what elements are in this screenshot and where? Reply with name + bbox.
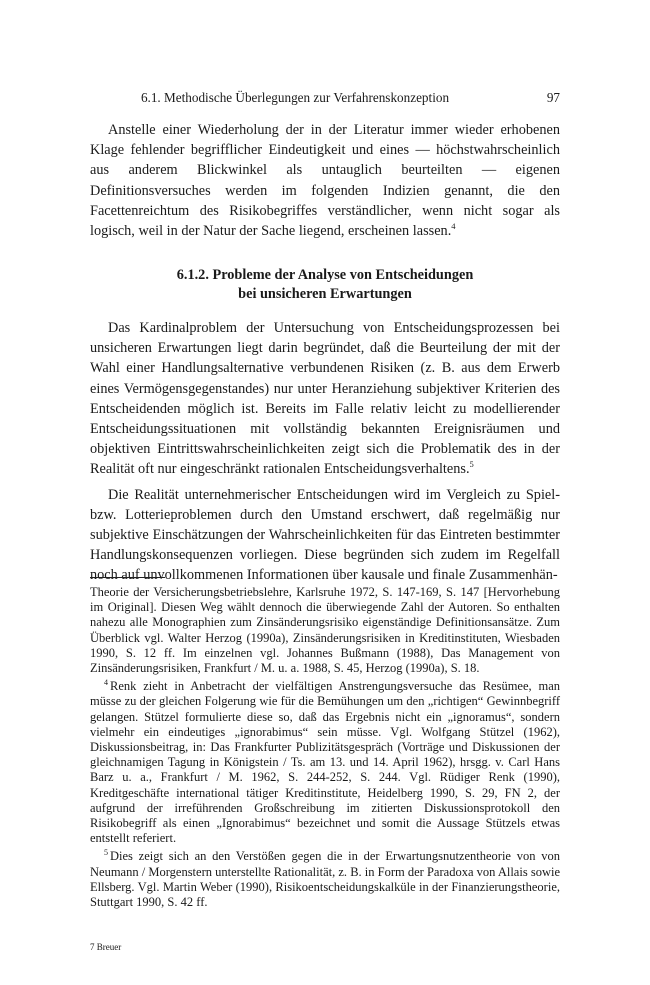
intro-paragraph-text: Anstelle einer Wiederholung der in der Literatur immer wieder erhobenen Klage fehlender begrifflicher Eindeutigkeit und eines — höchstwahrscheinlich aus anderem Blickwinkel als untauglich beurteilten — eigenen Definitionsversuches werden im folgenden Indizien genannt, die den Facettenreichtum des Risikobegriffes verständlicher, wenn nicht sogar als logisch, weil in der Natur der Sache liegend, erscheinen lassen. <box>90 122 560 240</box>
footnote-4-text: Renk zieht in Anbetracht der vielfältigen Anstrengungsversuche das Resümee, man müsse zu der gleichen Folgerung wie für die Bemühungen um den „richtigen“ Gewinnbegriff gelangen. Stützel formulierte diese so, daß das Ergebnis nicht ein „ignoramus“, sondern vielmehr ein eindeutiges „ignorabimus“ sein müsse. Vgl. Wolfgang Stützel (1962), Diskussionsbeitrag, in: Das Frankfurter Publizitätsgespräch (Vorträge und Diskussionen der gleichnamigen Tagung in Königstein / Ts. am 13. und 14. April 1962), hrsgg. v. Carl Hans Barz u. a., Frankfurt / M. 1962, S. 244-252, S. 244. Vgl. Rüdiger Renk (1990), Kreditgeschäfte international tätiger Kreditinstitute, Heidelberg 1990, S. 29, FN 2, der aufgrund der irreführenden Großschreibung im zitierten Diskussionsprotokoll den Risikobegriff als einen „Ignorabimus“ bezeichnet und somit die Aussage Stützels etwas entstellt referiert. <box>90 679 560 846</box>
running-head <box>90 90 560 108</box>
footnote-continuation: Theorie der Versicherungsbetriebslehre, Karlsruhe 1972, S. 147-169, S. 147 [Hervorhebung im Original]. Diesen Weg wählt dennoch die überwiegende Zahl der Autoren. So enthalten nahezu alle Monographien zum Zinsänderungsrisiko eigenständige Definitionsansätze. Zum Überblick vgl. Walter Herzog (1990a), Zinsänderungsrisiken in Kreditinstituten, Wiesbaden 1990, S. 12 ff. Im einzelnen vgl. Johannes Bußmann (1988), Das Management von Zinsänderungsrisiken, Frankfurt / M. u. a. 1988, S. 45, Herzog (1990a), S. 18. <box>90 585 560 676</box>
section-heading-line-1: 6.1.2. Probleme der Analyse von Entscheidungen <box>176 267 474 283</box>
signature-mark: 7 Breuer <box>90 942 122 952</box>
section-heading <box>90 266 560 304</box>
footnote-5 <box>90 849 560 910</box>
footnote-5-text: Dies zeigt sich an den Verstößen gegen die in der Erwartungsnutzentheorie von von Neumann / Morgenstern unterstellte Rationalität, z. B. in Form der Paradoxa von Allais sowie Ellsberg. Vgl. Martin Weber (1990), Risikoentscheidungskalküle in der Finanzierungstheorie, Stuttgart 1990, S. 42 ff. <box>90 849 560 910</box>
footnote-4-number: 4 <box>104 678 108 688</box>
intro-text <box>90 120 560 241</box>
footnote-ref-4: 4 <box>451 221 456 232</box>
footnotes <box>90 585 560 910</box>
footnote-4 <box>90 679 560 846</box>
footnote-divider <box>90 577 165 578</box>
page-number: 97 <box>546 90 560 105</box>
footnote-ref-5: 5 <box>469 459 474 470</box>
section-paragraph-2: Die Realität unternehmerischer Entscheidungen wird im Vergleich zu Spiel- bzw. Lotterieproblemen durch den Umstand erschwert, daß regelmäßig nur subjektive Einschätzungen der Wahrscheinlichkeiten für das Eintreten bestimmter Handlungskonsequenzen vorliegen. Diese begründen sich zudem im Regelfall noch auf unvollkommenen Informationen über kausale und finale Zusammenhän- <box>90 486 560 584</box>
section-body <box>90 318 560 586</box>
section-heading-line-2: bei unsicheren Erwartungen <box>238 286 412 302</box>
section-paragraph-1 <box>90 318 560 480</box>
intro-paragraph <box>90 120 560 241</box>
section-paragraph-1-text: Das Kardinalproblem der Untersuchung von Entscheidungsprozessen bei unsicheren Erwartungen liegt darin begründet, daß die Beurteilung der mit der Wahl einer Handlungsalternative verbundenen Risiken (z. B. aus dem Erwerb eines Vermögensgegenstandes) nur unter Heranziehung subjektiver Kriterien des Entscheidenden möglich ist. Bereits im Falle relativ leicht zu modellierender Entscheidungssituationen mit vollständig bekannten Ereignisräumen und objektiven Eintrittswahrscheinlichkeiten zeigt sich die Problematik des in der Realität oft nur eingeschränkt rationalen Entscheidungsverhaltens. <box>90 320 560 478</box>
running-head-title: 6.1. Methodische Überlegungen zur Verfahrenskonzeption <box>140 90 450 105</box>
footnote-5-number: 5 <box>104 848 108 858</box>
